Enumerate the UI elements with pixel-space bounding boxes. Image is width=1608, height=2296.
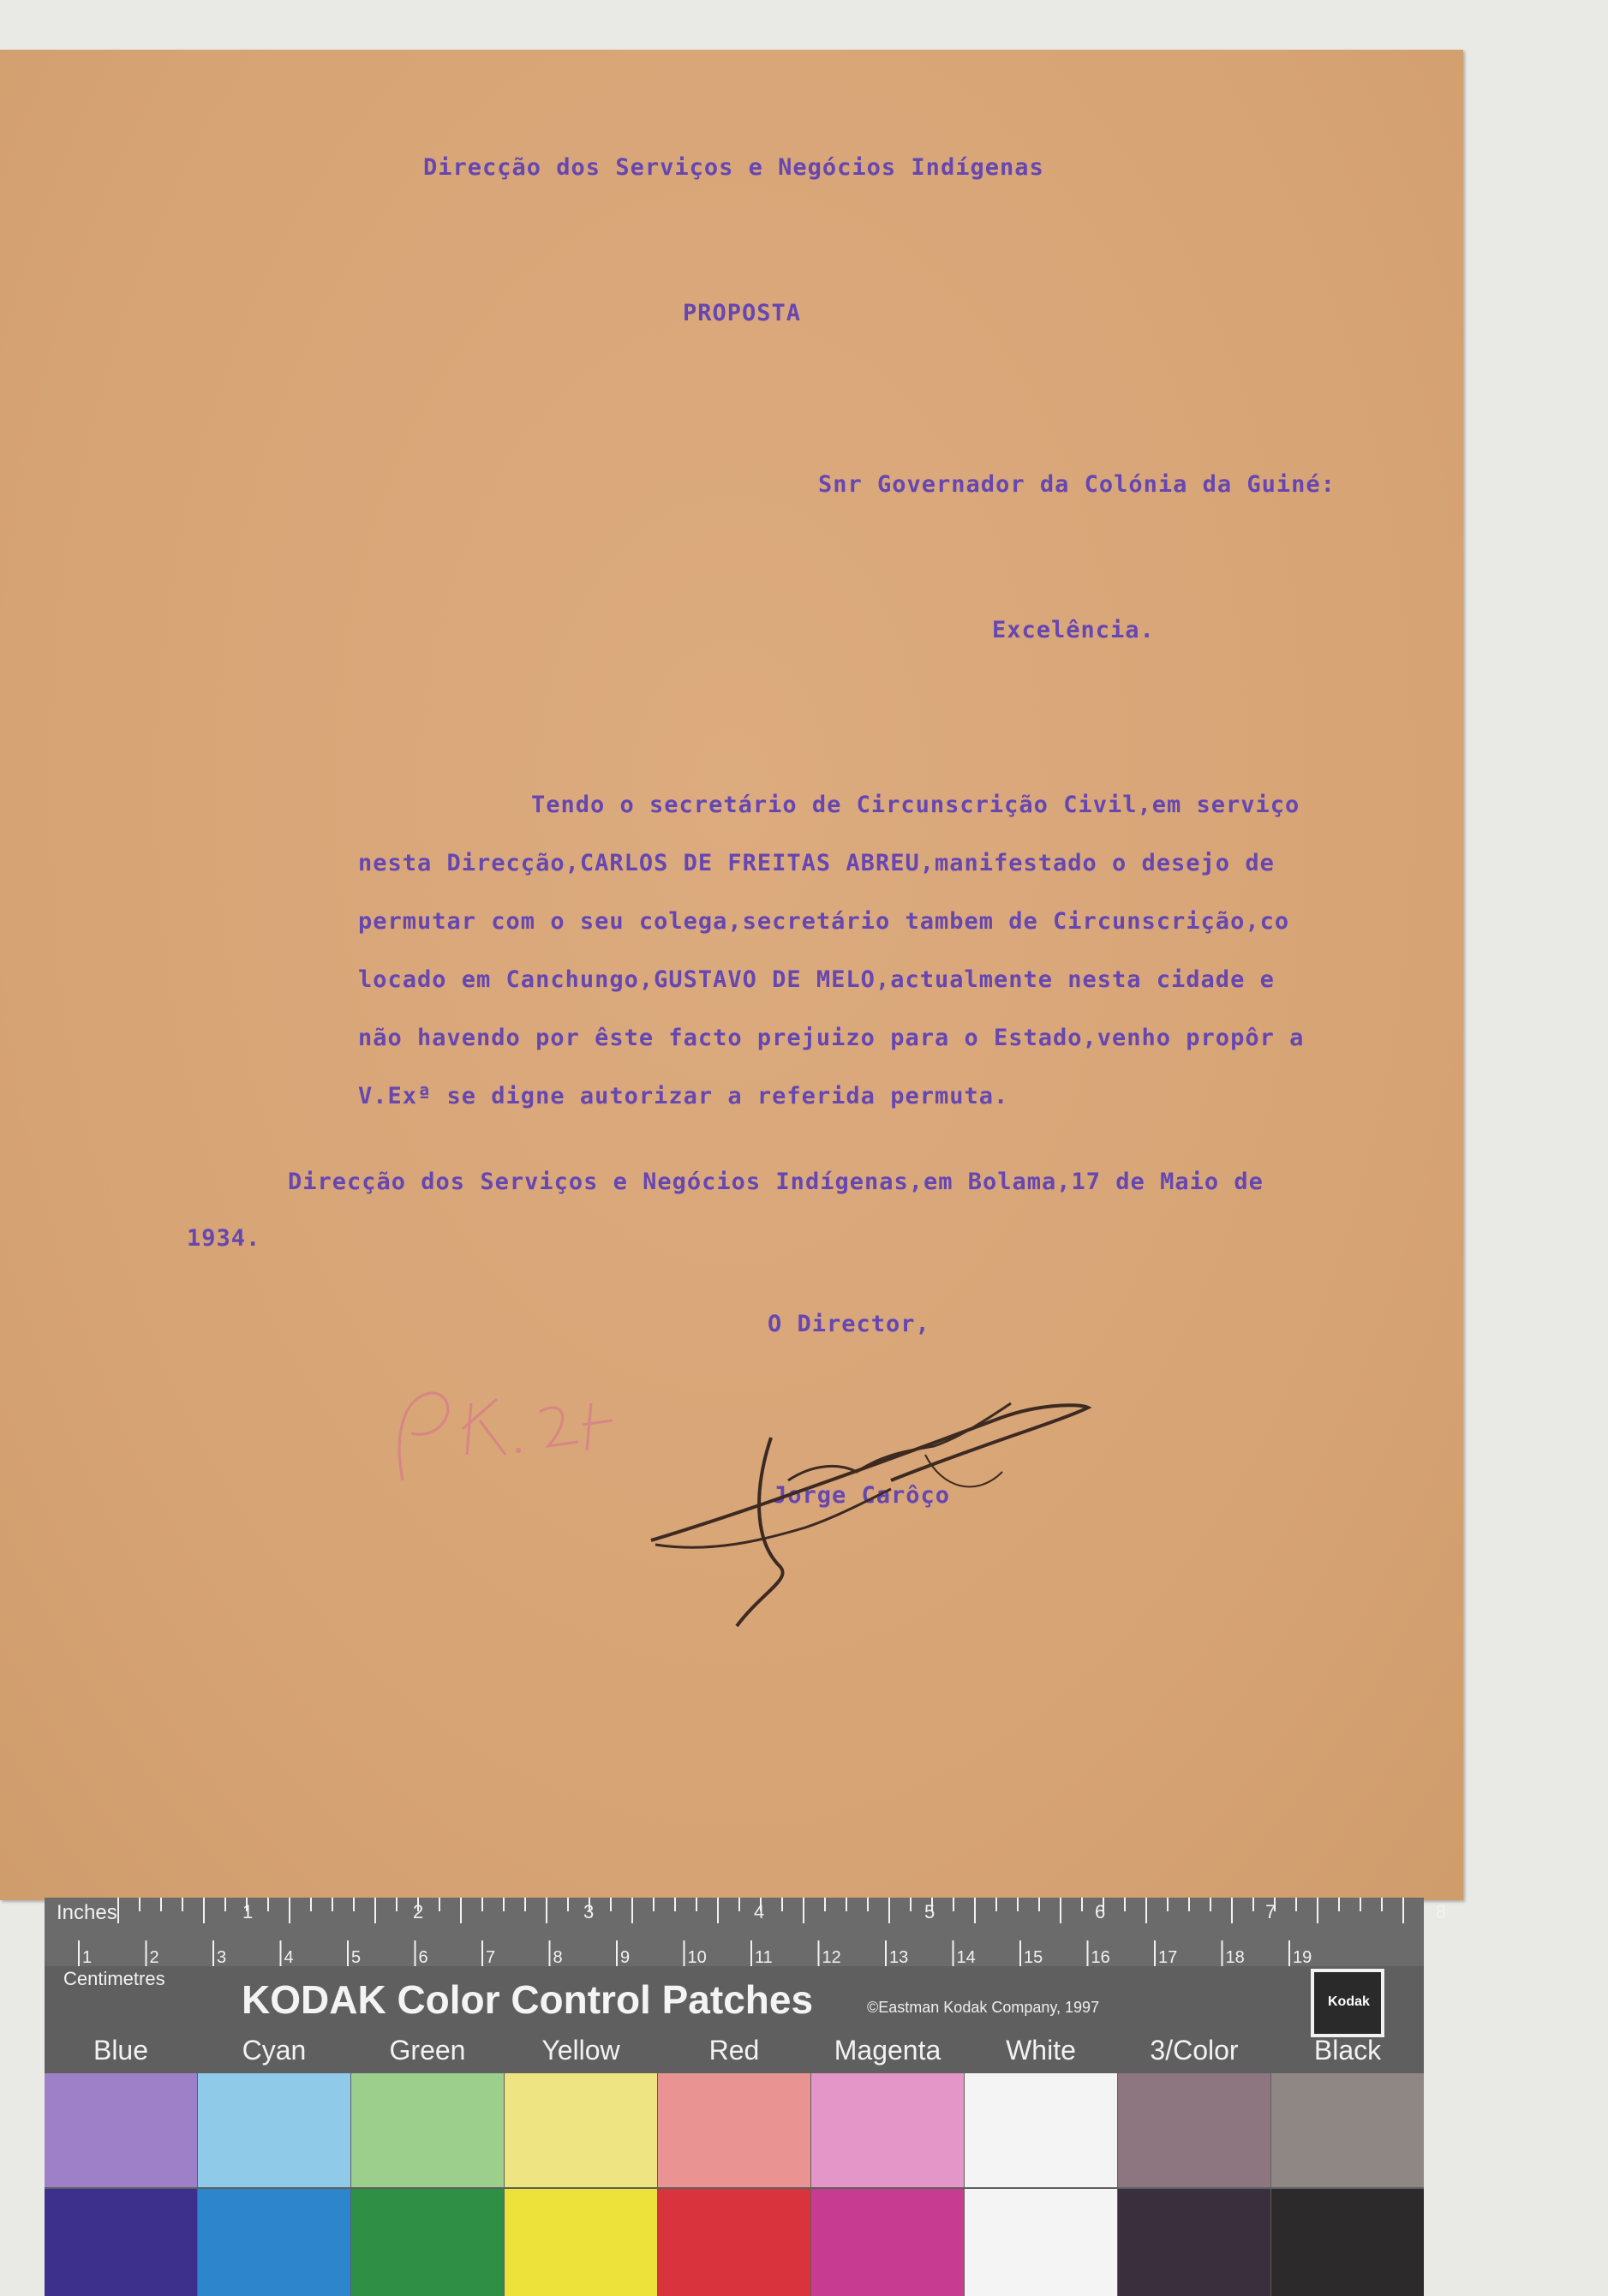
body-line: nesta Direcção,CARLOS DE FREITAS ABREU,manifestado o desejo de [358,850,1275,876]
kodak-title: KODAK Color Control Patches [242,1977,814,2022]
patch-label: Green [389,2035,466,2066]
cm-mark: 3 [217,1948,227,1967]
cm-mark: 16 [1091,1948,1110,1967]
cm-mark: 19 [1293,1948,1312,1967]
cm-mark: 8 [553,1948,563,1967]
patch-label: Red [708,2035,760,2066]
patch-label: Cyan [242,2035,307,2066]
patch-label: Blue [93,2035,149,2066]
color-patch-light [811,2073,964,2187]
inch-mark: 3 [583,1901,595,1922]
cm-mark: 12 [822,1948,841,1967]
cm-mark: 14 [956,1948,976,1967]
color-patch-light [1271,2073,1424,2187]
document-header: Direcção dos Serviços e Negócios Indígenas [423,154,1044,181]
addressee: Snr Governador da Colónia da Guiné: [818,471,1336,498]
patch-label: Yellow [541,2035,620,2066]
color-patch-dark [658,2189,810,2296]
body-line: não havendo por êste facto prejuizo para o Estado,venho propôr a [358,1025,1305,1051]
color-patch-dark [811,2189,964,2296]
kodak-logo [1311,1969,1384,2037]
color-patch-dark [1271,2189,1424,2296]
cm-mark: 18 [1225,1948,1245,1967]
cm-mark: 13 [889,1948,909,1967]
color-patch-dark [965,2189,1117,2296]
ruler [45,1898,1447,1967]
inch-mark: 6 [1095,1901,1106,1922]
inch-mark: 5 [924,1901,936,1922]
cm-mark: 4 [284,1948,294,1967]
cm-mark: 17 [1158,1948,1178,1967]
kodak-color-strip [45,1898,1447,2296]
color-patch-light [658,2073,810,2187]
place-date: Direcção dos Serviços e Negócios Indígenas,em Bolama,17 de Maio de [288,1169,1264,1195]
body-line: Tendo o secretário de Circunscrição Civil,em serviço [531,792,1300,818]
document-title: PROPOSTA [683,300,802,326]
centimetres-label: Centimetres [63,1968,165,1989]
body-line: V.Exª se digne autorizar a referida permuta. [358,1083,1009,1109]
ruler-ticks [45,1898,1447,1967]
handwritten-signature [634,1369,1114,1652]
salutation: Excelência. [992,617,1155,643]
signer-role: O Director, [768,1311,930,1337]
color-patch-dark [1118,2189,1270,2296]
inch-mark: 7 [1265,1901,1276,1922]
color-patch-light [198,2073,350,2187]
cm-mark: 1 [82,1948,93,1967]
color-patch-dark [351,2189,504,2296]
year: 1934. [187,1225,261,1252]
patch-label: Black [1313,2035,1382,2066]
inch-mark: 1 [242,1901,254,1922]
inches-label: Inches [57,1901,117,1924]
inch-mark: 8 [1436,1901,1447,1922]
color-patch-light [351,2073,504,2187]
kodak-copyright: ©Eastman Kodak Company, 1997 [867,1999,1100,2016]
cm-mark: 6 [418,1948,428,1967]
patch-label: White [1006,2035,1076,2066]
body-line: permutar com o seu colega,secretário tambem de Circunscrição,co [358,908,1290,935]
kodak-logo-text: Kodak [1328,1994,1370,2009]
cm-mark: 11 [755,1948,773,1967]
color-patch-dark [198,2189,350,2296]
body-line: locado em Canchungo,GUSTAVO DE MELO,actualmente nesta cidade e [358,966,1275,993]
color-patch-light [45,2073,197,2187]
inch-mark: 2 [413,1901,424,1922]
pencil-annotation [377,1352,651,1523]
document-page [0,50,1463,1900]
cm-mark: 2 [149,1948,159,1967]
color-patch-dark [505,2189,657,2296]
signer-name: Jorge Carôço [773,1482,951,1509]
cm-mark: 7 [486,1948,496,1967]
cm-mark: 15 [1024,1948,1043,1967]
patch-label: Magenta [834,2035,941,2066]
color-patch-light [965,2073,1117,2187]
cm-mark: 10 [687,1948,707,1967]
cm-mark: 5 [351,1948,362,1967]
cm-mark: 9 [620,1948,631,1967]
color-patch-light [505,2073,657,2187]
color-patch-dark [45,2189,197,2296]
inch-mark: 4 [754,1901,765,1922]
patch-label: 3/Color [1150,2035,1239,2066]
color-patch-light [1118,2073,1270,2187]
